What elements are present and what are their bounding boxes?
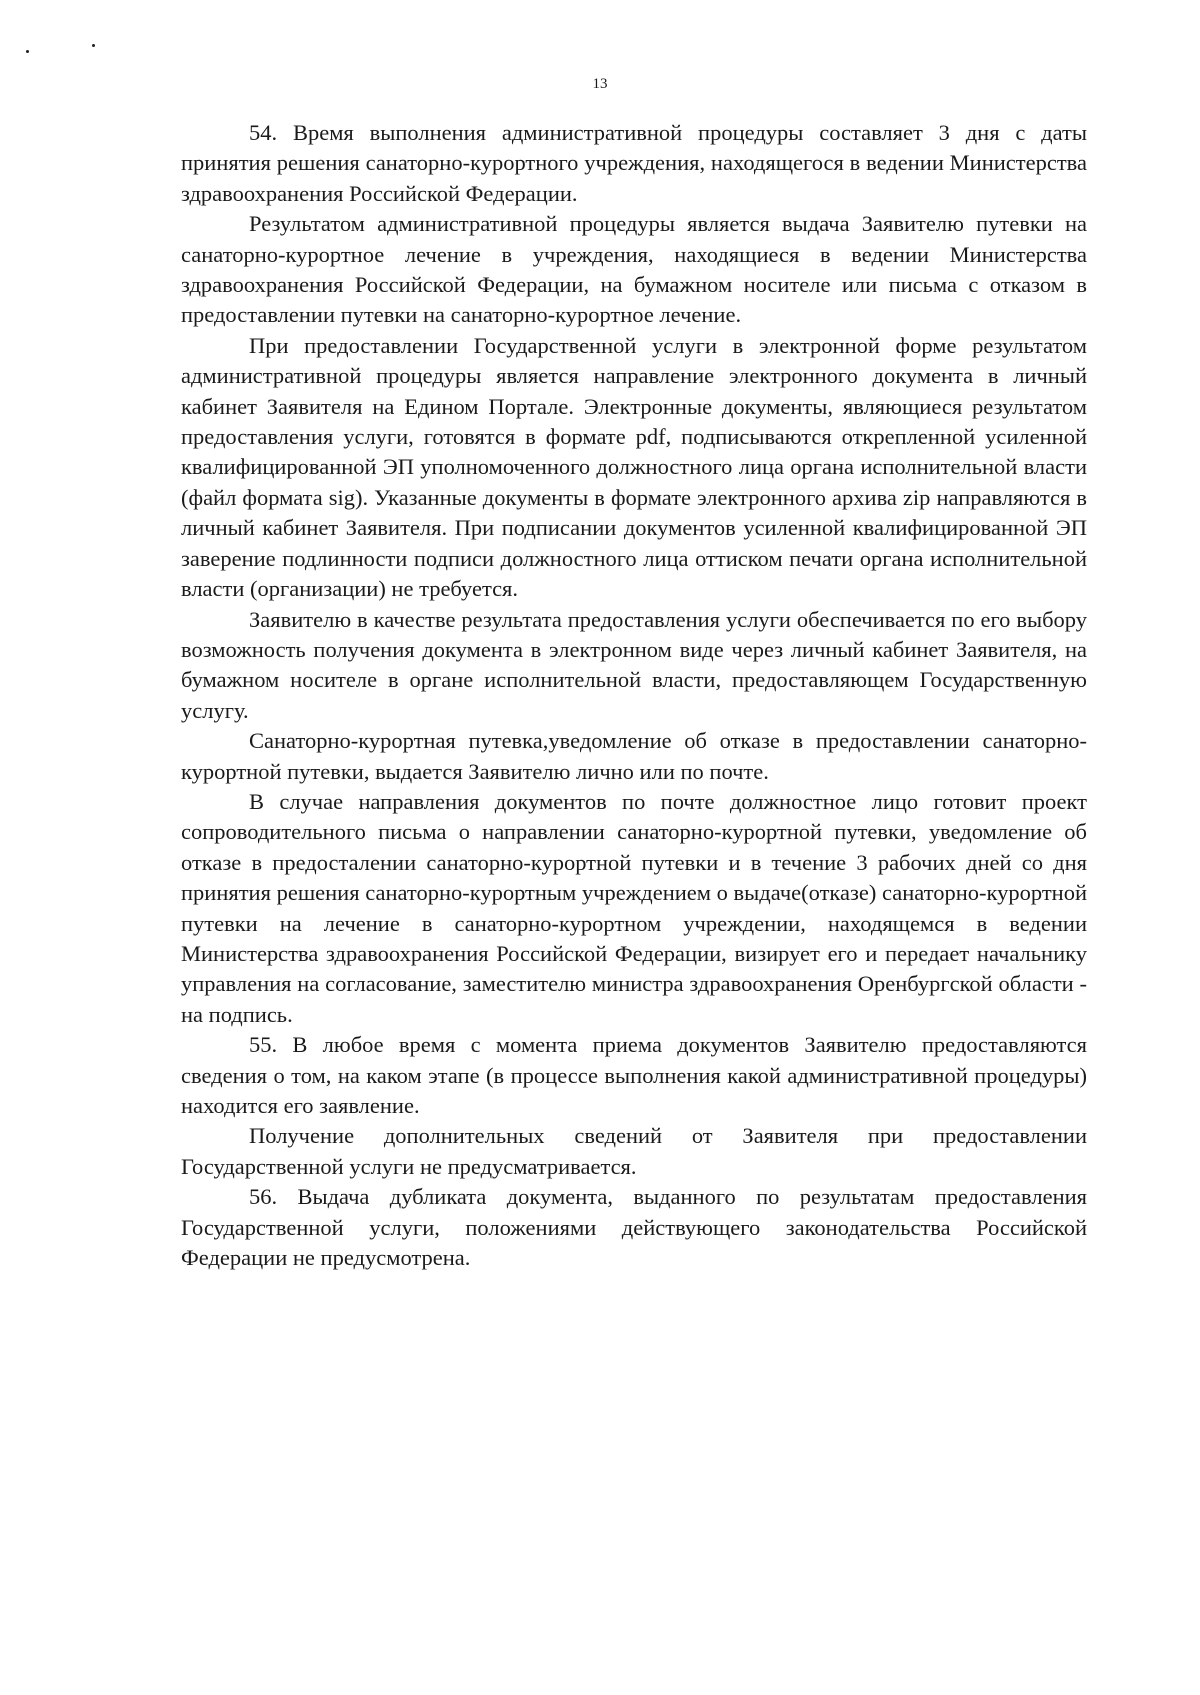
- paragraph-additional-info: Получение дополнительных сведений от Заявителя при предоставлении Государственной услуги не предусматривается.: [181, 1123, 1087, 1179]
- paragraph-56: 56. Выдача дубликата документа, выданного по результатам предоставления Государственной услуги, положениями действующего законодательства Российской Федерации не предусмотрена.: [181, 1184, 1087, 1271]
- paragraph-54: 54. Время выполнения административной процедуры составляет 3 дня с даты принятия решения санаторно-курортного учреждения, находящегося в ведении Министерства здравоохранения Российской Федерации.: [181, 120, 1087, 206]
- scan-artifact-dot: [26, 50, 29, 53]
- document-body: [181, 118, 1087, 1273]
- paragraph-electronic-form: При предоставлении Государственной услуги в электронной форме результатом административной процедуры является направление электронного документа в личный кабинет Заявителя на Едином Портале. Электронные документы, являющиеся результатом предоставления услуги, готовятся в формате pdf, подписываются открепленной усиленной квалифицированной ЭП уполномоченного должностного лица органа исполнительной власти (файл формата sig). Указанные документы в формате электронного архива zip направляются в личный кабинет Заявителя. При подписании документов усиленной квалифицированной ЭП заверение подлинности подписи должностного лица оттиском печати органа исполнительной власти (организации) не требуется.: [181, 332, 1087, 602]
- paragraph-postal-sending: В случае направления документов по почте должностное лицо готовит проект сопроводительного письма о направлении санаторно-курортной путевки, уведомление об отказе в предосталении санаторно-курортной путевки и в течение 3 рабочих дней со дня принятия решения санаторно-курортным учреждением о выдаче(отказе) санаторно-курортной путевки на лечение в санаторно-курортном учреждении, находящемся в ведении Министерства здравоохранения Российской Федерации, визирует его и передает начальнику управления на согласование, заместителю министра здравоохранения Оренбургской области - на подпись.: [181, 788, 1087, 1027]
- paragraph-applicant-choice: Заявителю в качестве результата предоставления услуги обеспечивается по его выбору возможность получения документа в электронном виде через личный кабинет Заявителя, на бумажном носителе в органе исполнительной власти, предоставляющем Государственную услугу.: [181, 606, 1087, 723]
- paragraph-voucher-delivery: Санаторно-курортная путевка,уведомление об отказе в предоставлении санаторно-курортной путевки, выдается Заявителю лично или по почте.: [181, 728, 1087, 784]
- page-number: 13: [592, 76, 608, 92]
- scan-artifact-dot: [92, 44, 95, 47]
- paragraph-result: Результатом административной процедуры является выдача Заявителю путевки на санаторно-курортное лечение в учреждения, находящиеся в ведении Министерства здравоохранения Российской Федерации, на бумажном носителе или письма с отказом в предоставлении путевки на санаторно-курортное лечение.: [181, 211, 1087, 328]
- paragraph-55: 55. В любое время с момента приема документов Заявителю предоставляются сведения о том, на каком этапе (в процессе выполнения какой административной процедуры) находится его заявление.: [181, 1032, 1087, 1118]
